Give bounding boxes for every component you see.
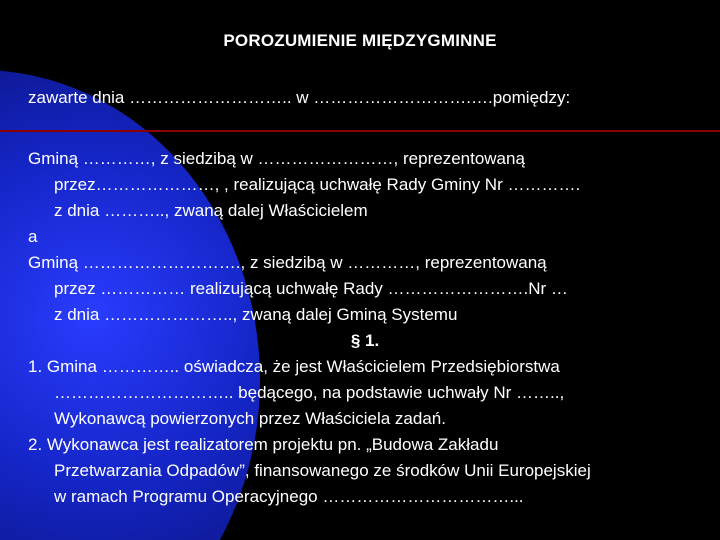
party-2-line-1: Gminą ………………………., z siedzibą w …………, reprezentowaną (28, 253, 547, 272)
party-1-line-2: przez…………………, , realizującą uchwałę Rady Gminy Nr …………. (54, 175, 581, 194)
party-2-line-3: z dnia ………………….., zwaną dalej Gminą Systemu (54, 305, 458, 324)
clause-1-line-1: 1. Gmina ………….. oświadcza, że jest Właścicielem Przedsiębiorstwa (28, 357, 560, 376)
intro-line: zawarte dnia ……………………….. w ……………………….….pomiędzy: (28, 88, 571, 107)
clause-2-line-2: Przetwarzania Odpadów”, finansowanego ze środków Unii Europejskiej (54, 461, 591, 480)
clause-1-line-2: ………………………….. będącego, na podstawie uchwały Nr …….., (54, 383, 565, 402)
document-body (28, 146, 718, 510)
section-heading: § 1. (350, 331, 380, 350)
clause-2-line-3: w ramach Programu Operacyjnego ……………………………... (54, 487, 524, 506)
conjunction: a (28, 227, 38, 246)
party-1-line-3: z dnia ……….., zwaną dalej Właścicielem (54, 201, 368, 220)
clause-2-line-1: 2. Wykonawca jest realizatorem projektu pn. „Budowa Zakładu (28, 435, 499, 454)
party-1-line-1: Gminą …………, z siedzibą w ……………………, reprezentowaną (28, 149, 525, 168)
divider-line (0, 130, 720, 132)
party-2-line-2: przez …………… realizującą uchwałę Rady …………………….Nr … (54, 279, 568, 298)
document-title: POROZUMIENIE MIĘDZYGMINNE (223, 31, 497, 50)
clause-1-line-3: Wykonawcą powierzonych przez Właściciela zadań. (54, 409, 446, 428)
